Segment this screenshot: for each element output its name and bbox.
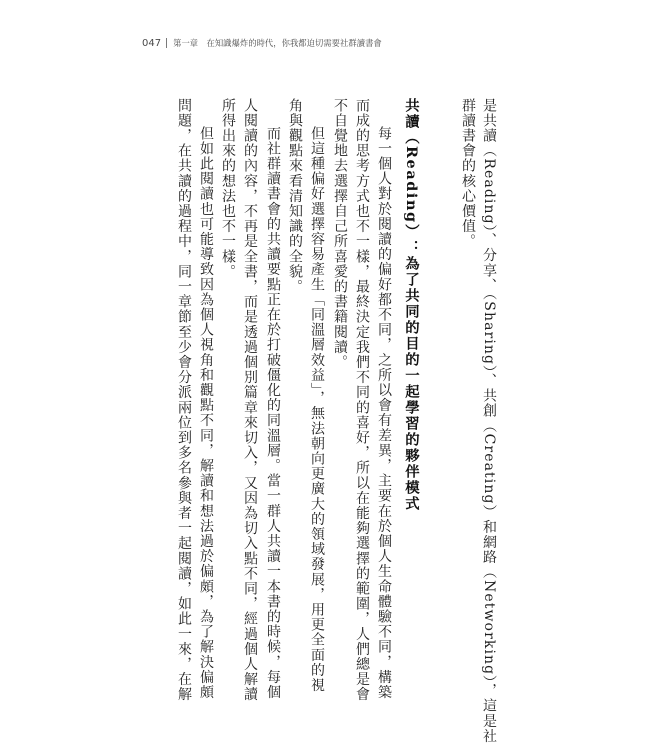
- running-header: [142, 36, 382, 50]
- text-column: 不自覺地去選擇自己所喜愛的書籍閱讀。: [332, 98, 348, 370]
- text-column: 人閱讀的內容，不再是全書，而是透過個別篇章來切入，又因為切入點不同，經過個人解讀: [242, 98, 258, 702]
- text-column: 但這種偏好選擇容易產生「同溫層效益」，無法朝向更廣大的領域發展，用更全面的視: [309, 126, 325, 693]
- text-column: 而社群讀書會的共讀要點正在於打破僵化的同溫層。當一群人共讀一本書的時候，每個: [265, 126, 281, 700]
- page-number: 047: [142, 37, 162, 49]
- section-heading: 共讀（Reading）：為了共同的目的一起學習的夥伴模式: [403, 98, 420, 512]
- header-divider: [166, 38, 167, 48]
- text-column: 角與觀點來看清知識的全貌。: [287, 98, 303, 295]
- text-column: 所得出來的想法也不一樣。: [220, 98, 236, 280]
- text-column: 群讀書會的核心價值。: [460, 98, 476, 249]
- text-column: 問題，在共讀的過程中，同一章節至少會分派兩位到多名參與者一起閱讀，如此一來，在解: [176, 98, 192, 702]
- text-column: 而成的思考方式也不一樣，最終決定我們不同的喜好，所以在能夠選擇的範圍，人們總是會: [354, 98, 370, 702]
- text-column: 是共讀（Reading）、分享、（Sharing）、共創（Creating）和網路（Networking），這是社: [481, 98, 497, 744]
- text-column: 每一個人對於閱讀的偏好都不同，之所以會有差異，主要在於個人生命體驗不同，構築: [376, 126, 392, 700]
- text-column: 但如此閱讀也可能導致因為個人視角和觀點不同，解讀和想法過於偏頗，為了解決偏頗: [198, 126, 214, 700]
- chapter-title: 第一章 在知識爆炸的時代，你我都迫切需要社群讀書會: [173, 38, 382, 48]
